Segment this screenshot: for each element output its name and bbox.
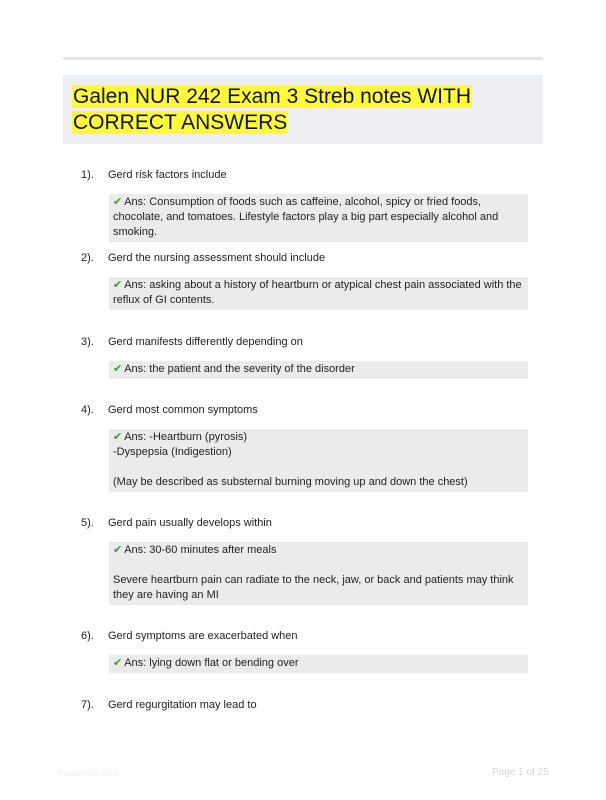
question-number: 4).	[81, 404, 94, 416]
question-number: 6).	[81, 630, 94, 642]
check-icon: ✔	[113, 657, 123, 669]
question-number: 7).	[81, 699, 94, 711]
answer-box: ✔ Ans: Consumption of foods such as caffeine, alcohol, spicy or fried foods, chocolate, and tomatoes. Lifestyle factors play a big part especially alcohol and smoking.	[109, 194, 528, 242]
top-divider	[63, 57, 543, 60]
question-number: 3).	[81, 336, 94, 348]
question-item	[81, 251, 536, 310]
answer-box: ✔ Ans: -Heartburn (pyrosis) -Dyspepsia (Indigestion) (May be described as substernal burning moving up and down the chest)	[109, 429, 528, 492]
check-icon: ✔	[113, 431, 123, 443]
question-text: Gerd symptoms are exacerbated when	[108, 630, 298, 642]
check-icon: ✔	[113, 363, 123, 375]
question-number: 2).	[81, 252, 94, 264]
answer-box: ✔ Ans: 30-60 minutes after meals Severe heartburn pain can radiate to the neck, jaw, or back and patients may think they are having an MI	[109, 542, 528, 605]
check-icon: ✔	[113, 279, 123, 291]
question-item	[81, 698, 536, 713]
question-item	[81, 168, 536, 242]
page-number: Page 1 of 25	[492, 767, 549, 778]
question-text: Gerd pain usually develops within	[108, 517, 272, 529]
page-title: Galen NUR 242 Exam 3 Streb notes WITH CORRECT ANSWERS	[73, 85, 471, 134]
question-text: Gerd the nursing assessment should include	[108, 252, 326, 264]
answer-box: ✔ Ans: the patient and the severity of the disorder	[109, 361, 528, 379]
answer-box: ✔ Ans: asking about a history of heartburn or atypical chest pain associated with the reflux of GI contents.	[109, 277, 528, 310]
question-text: Gerd risk factors include	[108, 169, 227, 181]
question-item	[81, 629, 536, 673]
question-number: 1).	[81, 169, 94, 181]
answer-box: ✔ Ans: lying down flat or bending over	[109, 655, 528, 673]
check-icon: ✔	[113, 544, 123, 556]
question-text: Gerd manifests differently depending on	[108, 336, 303, 348]
question-item	[81, 403, 536, 492]
question-number: 5).	[81, 517, 94, 529]
question-text: Gerd regurgitation may lead to	[108, 699, 257, 711]
question-item	[81, 335, 536, 379]
title-banner	[63, 75, 543, 144]
watermark: Paperfollo.com	[58, 768, 119, 778]
check-icon: ✔	[113, 196, 123, 208]
question-text: Gerd most common symptoms	[108, 404, 258, 416]
question-item	[81, 516, 536, 605]
